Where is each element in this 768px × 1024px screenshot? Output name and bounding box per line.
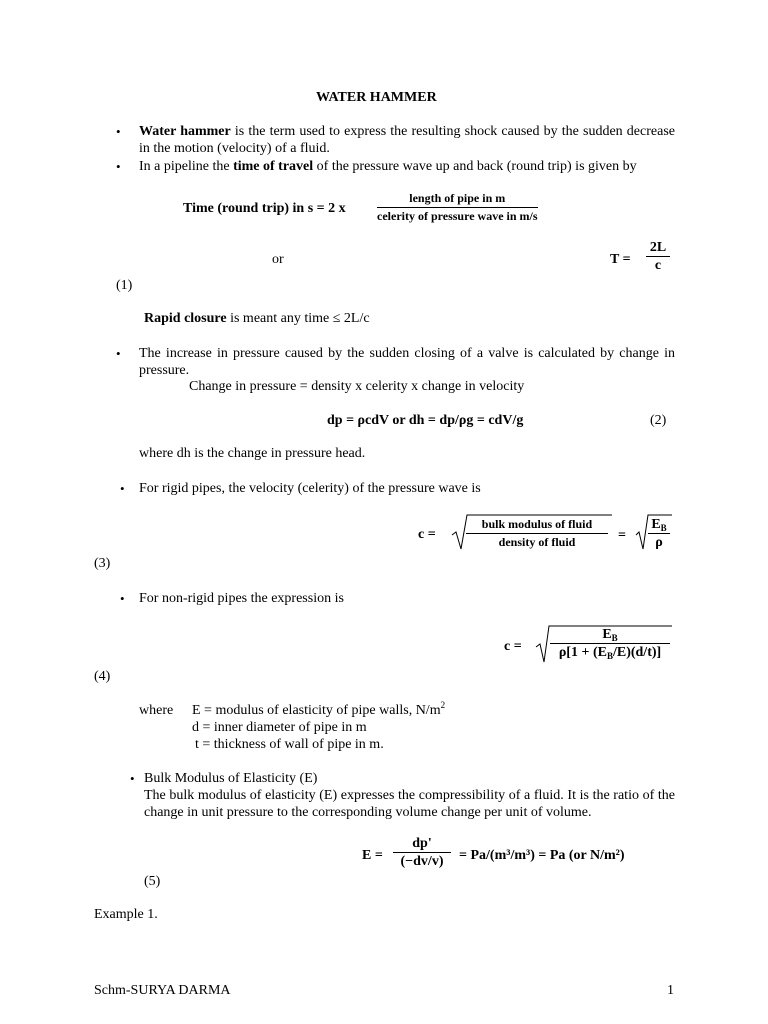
- eq1-lhs: Time (round trip) in s = 2 x: [183, 201, 346, 216]
- fraction-bar: [466, 533, 608, 534]
- term-rapid-closure: Rapid closure: [144, 311, 227, 326]
- bullet-dot: •: [116, 159, 121, 174]
- eq4-eb-sub: B: [611, 633, 618, 643]
- eq4-den-pre: ρ[1 + (E: [558, 645, 607, 660]
- fraction-bar: [648, 533, 670, 534]
- bullet-dot: •: [120, 591, 125, 606]
- eq5-lhs: E =: [362, 848, 383, 863]
- eq4-number: (4): [94, 669, 111, 684]
- eq4-den-sub: B: [606, 651, 613, 661]
- eq3-numerator: bulk modulus of fluid: [481, 517, 593, 531]
- bullet-pressure-increase: The increase in pressure caused by the sudden closing of a valve is calculated by change in pressure.: [139, 346, 675, 378]
- eq2: dp = ρcdV or dh = dp/ρg = cdV/g: [327, 413, 524, 428]
- eq4-den-post: /E)(d/t)]: [612, 645, 662, 660]
- eq1-or: or: [272, 252, 284, 267]
- eq1-fraction: [377, 191, 538, 224]
- bullet-rigid-pipes: For rigid pipes, the velocity (celerity) of the pressure wave is: [139, 481, 481, 496]
- bullet-text: of the pressure wave up and back (round trip) is given by: [313, 159, 637, 174]
- eq2-number: (2): [650, 413, 667, 428]
- bulk-modulus-heading: Bulk Modulus of Elasticity (E): [144, 771, 318, 786]
- fraction-bar: [550, 643, 670, 644]
- where-dh-line: where dh is the change in pressure head.: [139, 446, 366, 461]
- bullet-dot: •: [120, 481, 125, 496]
- eq3-equals: =: [618, 528, 626, 543]
- rapid-closure-line: [144, 310, 370, 327]
- eq5-numerator: dp': [412, 836, 432, 851]
- bulk-modulus-text: The bulk modulus of elasticity (E) expresses the compressibility of a fluid. It is the ratio of the change in unit pressure to the corresponding volume change per unit of volume.: [144, 788, 675, 820]
- eq3-eb: E: [651, 517, 661, 532]
- fraction-bar: [646, 256, 670, 257]
- page-number: 1: [667, 983, 674, 998]
- eq3-lhs: c =: [418, 527, 436, 542]
- eq3-rho: ρ: [655, 535, 663, 550]
- bullet-dot: •: [116, 346, 121, 361]
- term-water-hammer: Water hammer: [139, 124, 231, 139]
- fraction-bar: [377, 207, 538, 208]
- eq3-fraction: [466, 517, 608, 550]
- where-e-sup: 2: [440, 700, 446, 710]
- where-t-line: t = thickness of wall of pipe in m.: [195, 737, 384, 752]
- where-d-line: d = inner diameter of pipe in m: [192, 720, 367, 735]
- eq5-denominator: (−dv/v): [400, 854, 444, 869]
- bullet-dot: •: [130, 771, 135, 786]
- eq4-lhs: c =: [504, 639, 522, 654]
- eq3-number: (3): [94, 556, 111, 571]
- eq4-eb: E: [602, 627, 612, 642]
- page-title: WATER HAMMER: [316, 90, 437, 105]
- eq5-fraction: [393, 836, 451, 869]
- where-label: where: [139, 703, 174, 718]
- eq1-denominator: celerity of pressure wave in m/s: [377, 209, 538, 223]
- eq3-fraction-2: [648, 517, 670, 550]
- eq3-denominator: density of fluid: [498, 535, 576, 549]
- bullet-non-rigid-pipes: For non-rigid pipes the expression is: [139, 591, 344, 606]
- where-e-line: [192, 702, 445, 719]
- where-e-text: E = modulus of elasticity of pipe walls, N/m: [192, 703, 441, 718]
- eq5-number: (5): [144, 874, 161, 889]
- eq5-rhs: = Pa/(m³/m³) = Pa (or N/m²): [459, 848, 625, 863]
- eq3-eb-sub: B: [660, 523, 667, 533]
- eq1-t-denominator: c: [654, 258, 662, 273]
- example-heading: Example 1.: [94, 907, 158, 922]
- bullet-water-hammer: [139, 123, 675, 157]
- bullet-dot: •: [116, 124, 121, 139]
- bullet-text: In a pipeline the: [139, 159, 234, 174]
- term-time-of-travel: time of travel: [233, 159, 314, 174]
- change-in-pressure-line: Change in pressure = density x celerity x change in velocity: [189, 379, 525, 394]
- fraction-bar: [393, 852, 451, 853]
- eq4-fraction: [550, 627, 670, 660]
- rapid-closure-text: is meant any time ≤ 2L/c: [226, 311, 370, 326]
- eq1-t-numerator: 2L: [649, 240, 667, 255]
- eq1-number: (1): [116, 278, 133, 293]
- eq1-t-lhs: T =: [610, 252, 631, 267]
- bullet-time-of-travel: [139, 158, 675, 175]
- eq1-numerator: length of pipe in m: [409, 191, 506, 205]
- bullet-text: is the term used to express the resulting shock caused by the sudden decrease in the motion (velocity) of a fluid.: [139, 124, 675, 156]
- footer-author: Schm-SURYA DARMA: [94, 983, 231, 998]
- eq1-t-fraction: [646, 240, 670, 273]
